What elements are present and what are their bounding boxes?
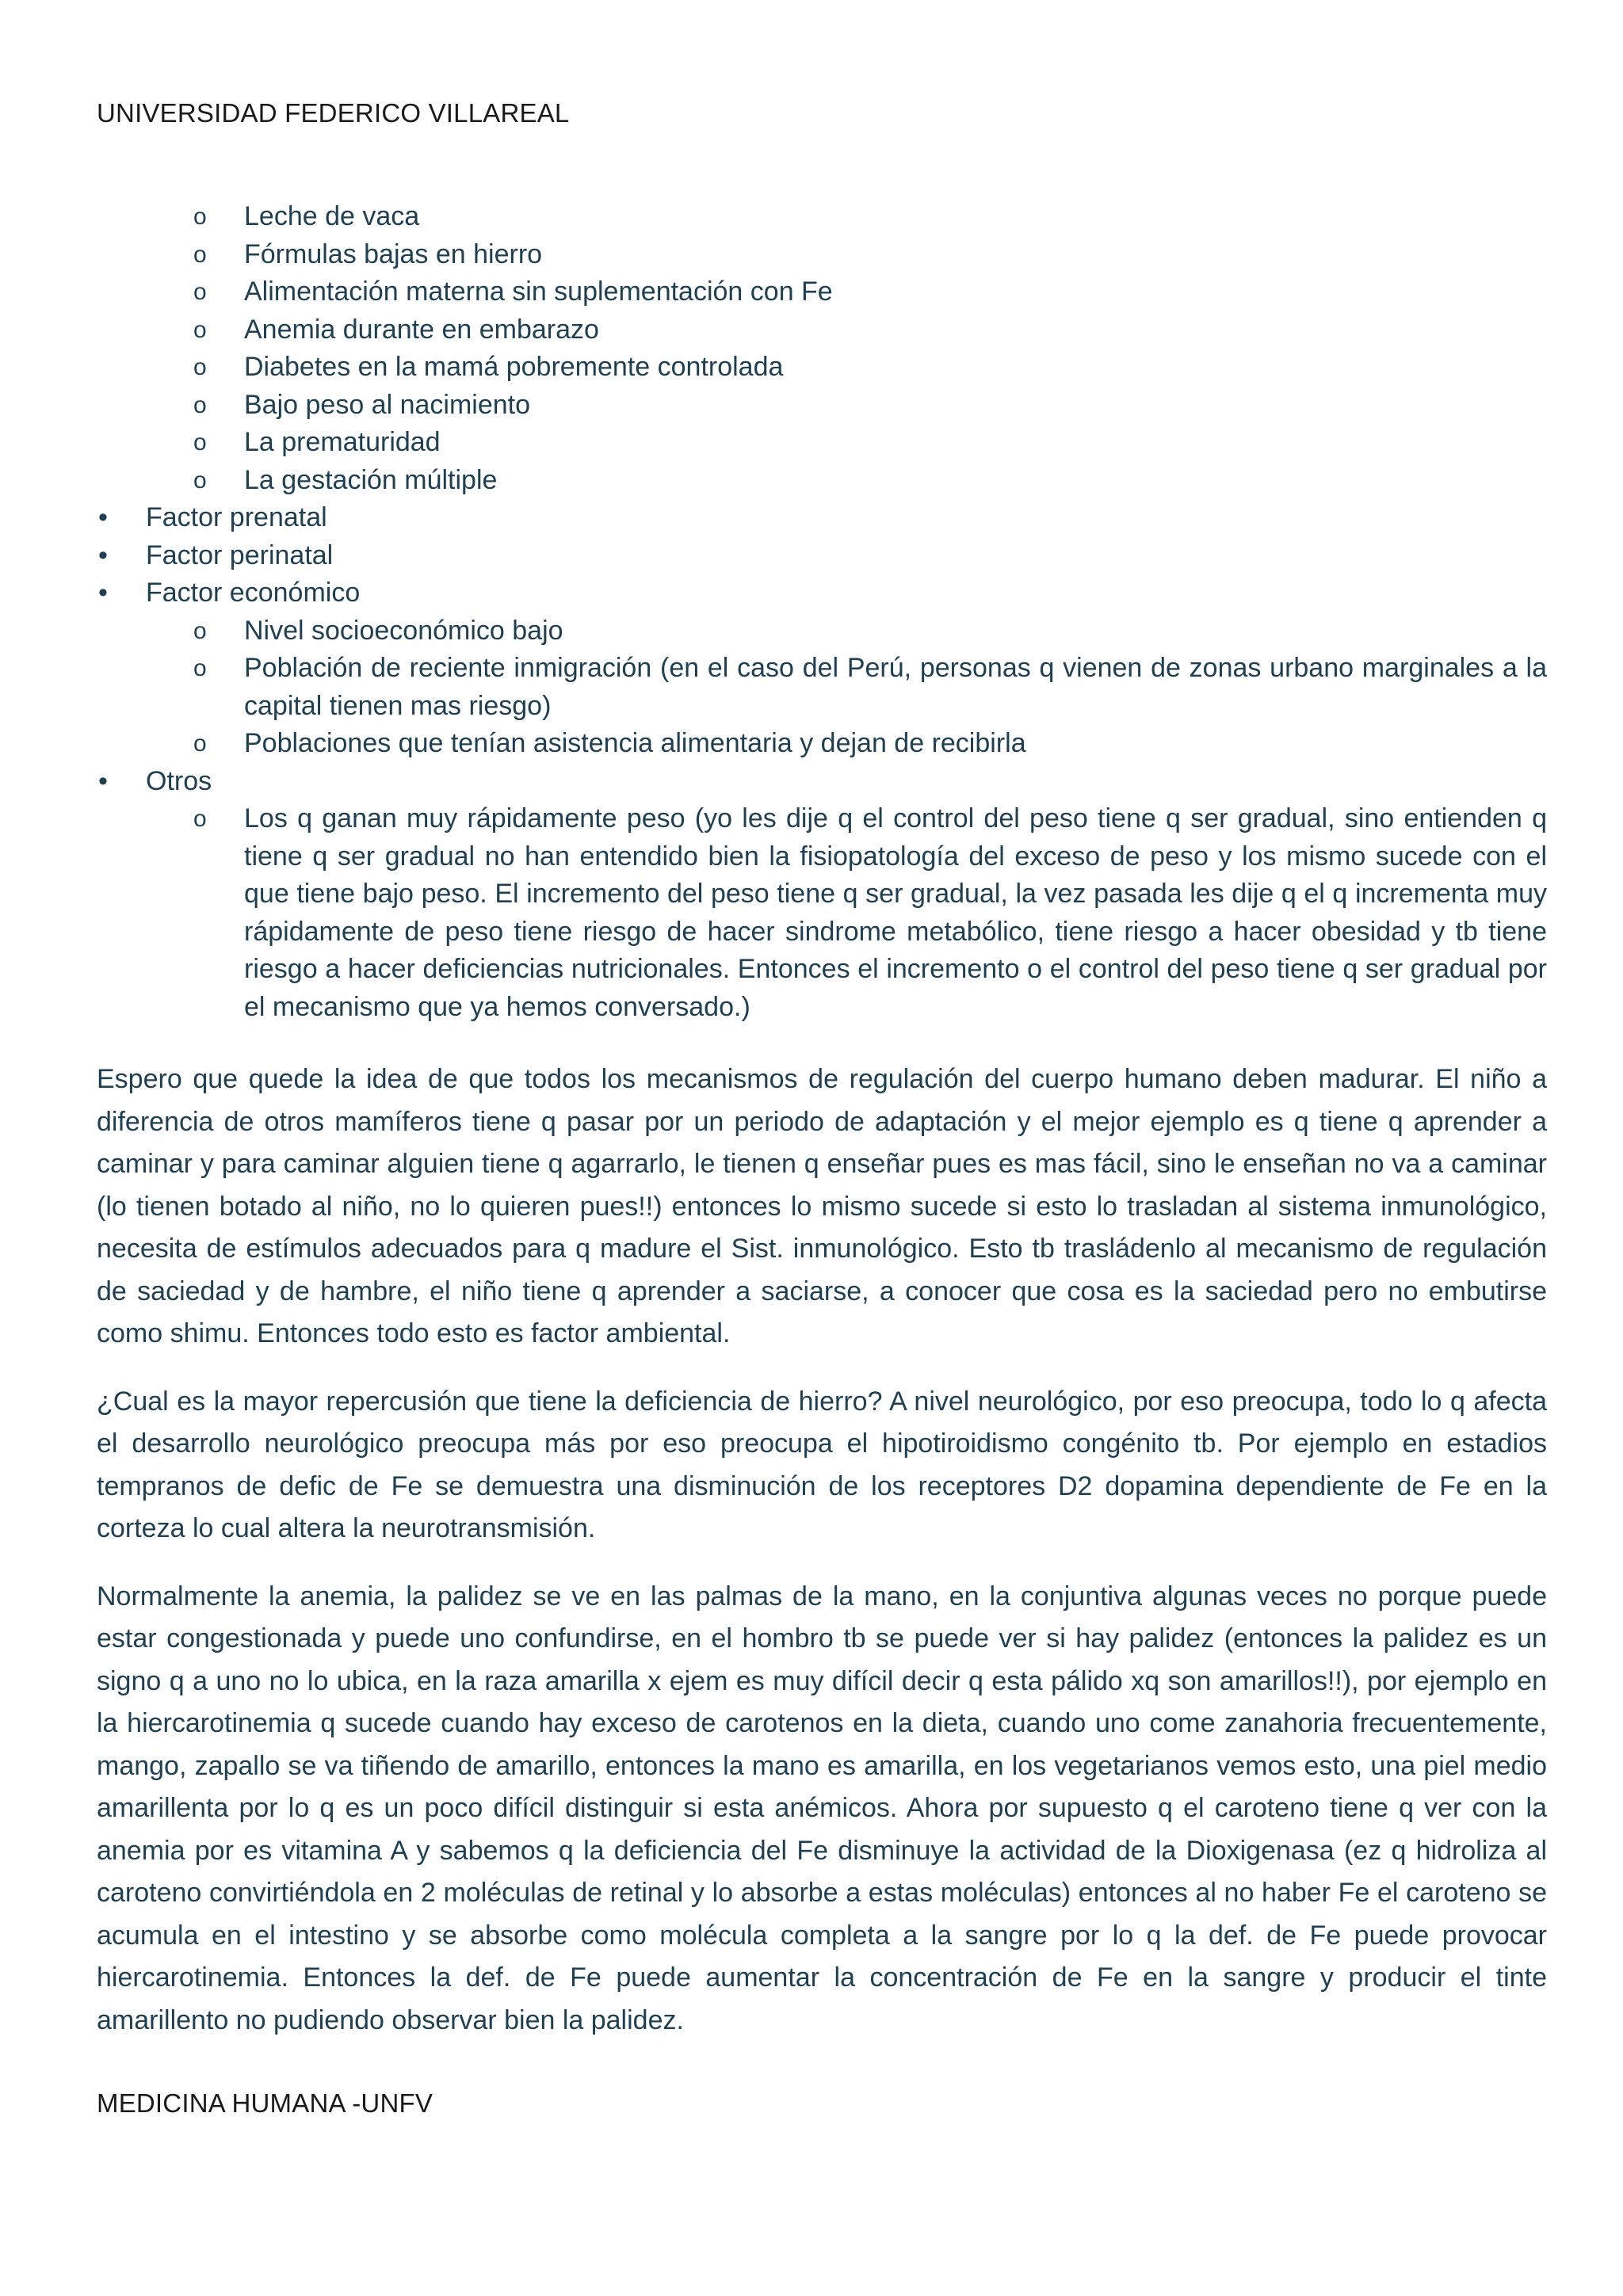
circle-bullet-icon: o (193, 316, 207, 343)
list-item: o Poblaciones que tenían asistencia alimentaria y dejan de recibirla (97, 725, 1547, 763)
page-header: UNIVERSIDAD FEDERICO VILLAREAL (97, 98, 570, 128)
circle-bullet-icon: o (193, 429, 207, 456)
circle-bullet-icon: o (193, 279, 207, 305)
paragraph-maturation: Espero que quede la idea de que todos los mecanismos de regulación del cuerpo humano deben madurar. El niño a diferencia de otros mamíferos tiene q pasar por un periodo de adaptación y el mejor ejemplo es q tiene q aprender a caminar y para caminar alguien tiene q agarrarlo, le tienen q enseñar pues es mas fácil, sino le enseñan no va a caminar (lo tienen botado al niño, no lo quieren pues!!) entonces lo mismo sucede si esto lo trasladan al sistema inmunológico, necesita de estímulos adecuados para q madure el Sist. inmunológico. Esto tb trasládenlo al mecanismo de regulación de saciedad y de hambre, el niño tiene q aprender a saciarse, a conocer que cosa es la saciedad pero no embutirse como shimu. Entonces todo esto es factor ambiental. (97, 1064, 1547, 1348)
body-paragraphs (97, 1058, 1547, 2067)
list-item: o Fórmulas bajas en hierro (97, 236, 1547, 274)
factor-item-economico: • Factor económico o Nivel socioeconómico bajo o Población de reciente inmigración (en el caso del Perú, personas q vienen de zonas urbano marginales a la capital tienen mas riesgo) o Poblaciones que tenían asistencia alimentaria y dejan de recibirla (97, 574, 1547, 763)
risk-factor-lists (97, 198, 1547, 1026)
bullet-icon: • (98, 502, 108, 532)
list-item: o Alimentación materna sin suplementación con Fe (97, 273, 1547, 311)
factor-item-prenatal: • Factor prenatal (97, 499, 1547, 537)
factor-list (97, 499, 1547, 1026)
list-item: o La prematuridad (97, 424, 1547, 462)
list-item: o Bajo peso al nacimiento (97, 387, 1547, 425)
circle-bullet-icon: o (193, 617, 207, 644)
list-item: o Anemia durante en embarazo (97, 311, 1547, 349)
circle-bullet-icon: o (193, 467, 207, 494)
list-item: o Los q ganan muy rápidamente peso (yo les dije q el control del peso tiene q ser gradual, sino entienden q tiene q ser gradual no han entendido bien la fisiopatología del exceso de peso y los mismo sucede con el que tiene bajo peso. El incremento del peso tiene q ser gradual, la vez pasada les dije q el q incrementa muy rápidamente de peso tiene riesgo de hacer sindrome metabólico, tiene riesgo a hacer obesidad y tb tiene riesgo a hacer deficiencias nutricionales. Entonces el incremento o el control del peso tiene q ser gradual por el mecanismo que ya hemos conversado.) (97, 800, 1547, 1026)
page-footer: MEDICINA HUMANA -UNFV (97, 2088, 433, 2118)
circle-bullet-icon: o (193, 391, 207, 418)
list-item: o Nivel socioeconómico bajo (97, 612, 1547, 650)
otros-sublist (97, 800, 1547, 1026)
list-item: o Población de reciente inmigración (en el caso del Perú, personas q vienen de zonas urbano marginales a la capital tienen mas riesgo) (97, 650, 1547, 725)
list-item: o La gestación múltiple (97, 462, 1547, 500)
list-item: o Diabetes en la mamá pobremente controlada (97, 349, 1547, 387)
factor-item-otros: • Otros o Los q ganan muy rápidamente peso (yo les dije q el control del peso tiene q ser gradual, sino entienden q tiene q ser gradual no han entendido bien la fisiopatología del exceso de peso y los mismo sucede con el que tiene bajo peso. El incremento del peso tiene q ser gradual, la vez pasada les dije q el q incrementa muy rápidamente de peso tiene riesgo de hacer sindrome metabólico, tiene riesgo a hacer obesidad y tb tiene riesgo a hacer deficiencias nutricionales. Entonces el incremento o el control del peso tiene q ser gradual por el mecanismo que ya hemos conversado.) (97, 763, 1547, 1027)
circle-bullet-icon: o (193, 204, 207, 230)
initial-sublist (97, 198, 1547, 499)
bullet-icon: • (98, 578, 108, 608)
paragraph-pallor: Normalmente la anemia, la palidez se ve en las palmas de la mano, en la conjuntiva algunas veces no porque puede estar congestionada y puede uno confundirse, en el hombro tb se puede ver si hay palidez (entonces la palidez es un signo q a uno no lo ubica, en la raza amarilla x ejem es muy difícil decir q esta pálido xq son amarillos!!), por ejemplo en la hiercarotinemia q sucede cuando hay exceso de carotenos en la dieta, cuando uno come zanahoria frecuentemente, mango, zapallo se va tiñendo de amarillo, entonces la mano es amarilla, en los vegetarianos vemos esto, una piel medio amarillenta por lo q es un poco difícil distinguir si esta anémicos. Ahora por supuesto q el caroteno tiene q ver con la anemia por es vitamina A y sabemos q la deficiencia del Fe disminuye la actividad de la Dioxigenasa (ez q hidroliza al caroteno convirtiéndola en 2 moléculas de retinal y lo absorbe a estas moléculas) entonces al no haber Fe el caroteno se acumula en el intestino y se absorbe como molécula completa a la sangre por lo q la def. de Fe puede provocar hiercarotinemia. Entonces la def. de Fe puede aumentar la concentración de Fe en la sangre y producir el tinte amarillento no pudiendo observar bien la palidez. (97, 1581, 1547, 2035)
circle-bullet-icon: o (193, 354, 207, 380)
bullet-icon: • (98, 540, 108, 570)
factor-item-perinatal: • Factor perinatal (97, 537, 1547, 575)
economic-sublist (97, 612, 1547, 763)
circle-bullet-icon: o (193, 730, 207, 757)
list-item: o Leche de vaca (97, 198, 1547, 236)
circle-bullet-icon: o (193, 241, 207, 268)
bullet-icon: • (98, 765, 108, 796)
circle-bullet-icon: o (193, 806, 207, 832)
circle-bullet-icon: o (193, 655, 207, 681)
paragraph-iron-deficiency: ¿Cual es la mayor repercusión que tiene la deficiencia de hierro? A nivel neurológico, por eso preocupa, todo lo q afecta el desarrollo neurológico preocupa más por eso preocupa el hipotiroidismo congénito tb. Por ejemplo en estadios tempranos de defic de Fe se demuestra una disminución de los receptores D2 dopamina dependiente de Fe en la corteza lo cual altera la neurotransmisión. (97, 1386, 1547, 1543)
